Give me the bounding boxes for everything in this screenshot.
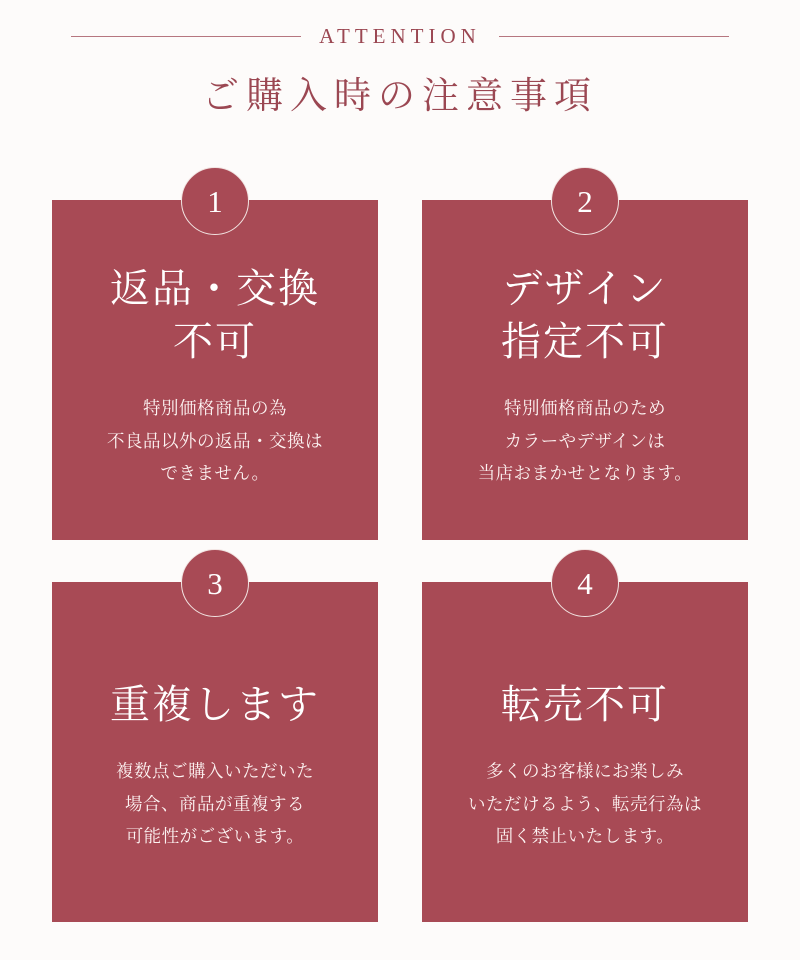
- notice-card: [52, 183, 378, 540]
- card-title-line2: 不可: [173, 319, 257, 365]
- notice-card: [422, 565, 748, 922]
- notice-card-grid: [0, 183, 800, 922]
- card-title: [444, 678, 726, 731]
- card-body-line: 不良品以外の返品・交換は: [107, 430, 323, 451]
- card-title-line2: 指定不可: [501, 319, 669, 365]
- rule-left: [71, 36, 301, 37]
- card-title: [74, 678, 356, 731]
- card-body-line: 複数点ご購入いただいた: [116, 761, 314, 782]
- eyebrow-row: [0, 24, 800, 49]
- card-body: [74, 392, 356, 489]
- card-body-line: カラーやデザインは: [504, 430, 666, 451]
- card-body-line: 多くのお客様にお楽しみ: [486, 761, 684, 782]
- card-body-line: 固く禁止いたします。: [495, 825, 675, 846]
- card-title-line1: デザイン: [502, 266, 668, 311]
- card-title-line1: 重複します: [110, 682, 320, 727]
- card-title: [444, 262, 726, 368]
- card-body-line: いただけるよう、転売行為は: [468, 793, 702, 814]
- card-body-line: 当店おまかせとなります。: [477, 463, 693, 484]
- card-title-line1: 転売不可: [501, 682, 669, 727]
- card-body: [444, 755, 726, 852]
- card-body-line: 可能性がございます。: [125, 825, 305, 846]
- card-title-line1: 返品・交換: [110, 266, 320, 311]
- card-body-line: できません。: [160, 463, 270, 484]
- card-title: [74, 262, 356, 368]
- card-body: [74, 755, 356, 852]
- card-number-badge: 2: [551, 167, 619, 235]
- card-body-line: 特別価格商品のため: [504, 398, 666, 419]
- card-body-line: 特別価格商品の為: [143, 398, 287, 419]
- card-body: [444, 392, 726, 489]
- page-title: ご購入時の注意事項: [202, 76, 598, 117]
- eyebrow-label: ATTENTION: [319, 24, 481, 48]
- notice-card: [52, 565, 378, 922]
- card-number-badge: 1: [181, 167, 249, 235]
- card-number-badge: 4: [551, 549, 619, 617]
- rule-right: [499, 36, 729, 37]
- page-header: [0, 0, 800, 119]
- card-number-badge: 3: [181, 549, 249, 617]
- card-body-line: 場合、商品が重複する: [125, 793, 305, 814]
- notice-card: [422, 183, 748, 540]
